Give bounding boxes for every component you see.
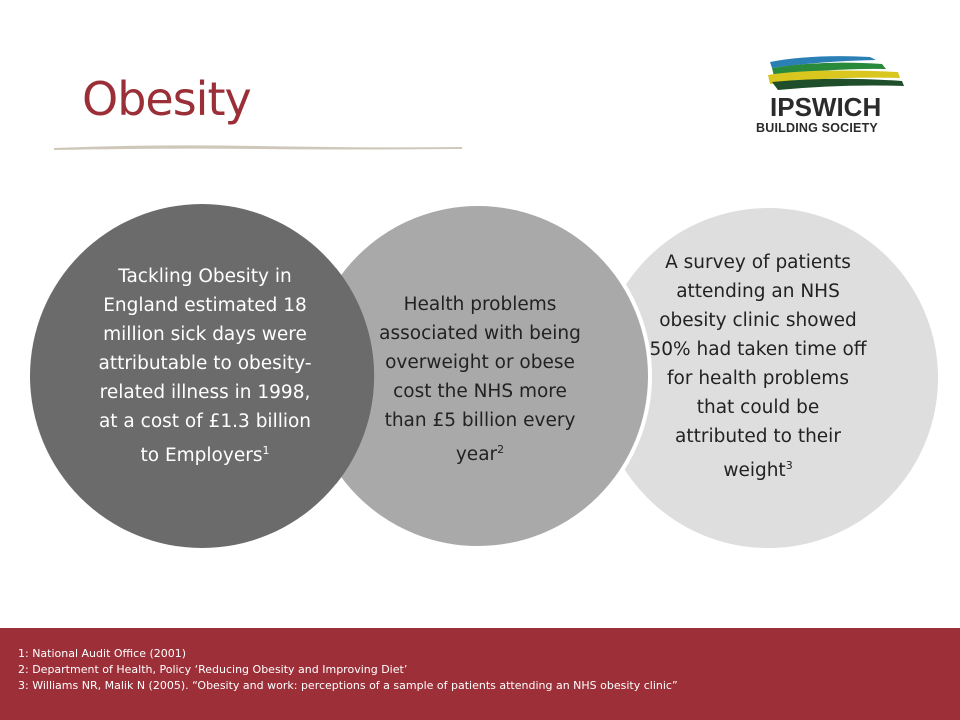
references-list [18, 646, 678, 694]
ref-marker-2: 2 [497, 443, 505, 456]
slide-title: Obesity [82, 72, 251, 126]
ref-marker-3: 3 [785, 459, 793, 472]
circle-text-1: Tackling Obesity in England estimated 18 million sick days were attributable to obesity-related illness in 1998, at a cost of £1.3 billion to Employers$^1$ [98, 266, 312, 467]
circle-text-2: Health problems associated with being overweight or obese cost the NHS more than £5 billion every year$^2$ [379, 294, 581, 466]
circle-text-3: A survey of patients attending an NHS obesity clinic showed 50% had taken time off for health problems that could be attributed to their weight$^3$ [649, 252, 867, 482]
logo-subtitle: BUILDING SOCIETY [756, 121, 878, 135]
reference-item: 3: Williams NR, Malik N (2005). “Obesity and work: perceptions of a sample of patients attending an NHS obesity clinic” [18, 679, 678, 692]
reference-item: 2: Department of Health, Policy ‘Reducing Obesity and Improving Diet’ [18, 663, 408, 676]
reference-item: 1: National Audit Office (2001) [18, 647, 187, 660]
logo-name: IPSWICH [770, 92, 882, 122]
ref-marker-1: 1 [262, 444, 270, 457]
